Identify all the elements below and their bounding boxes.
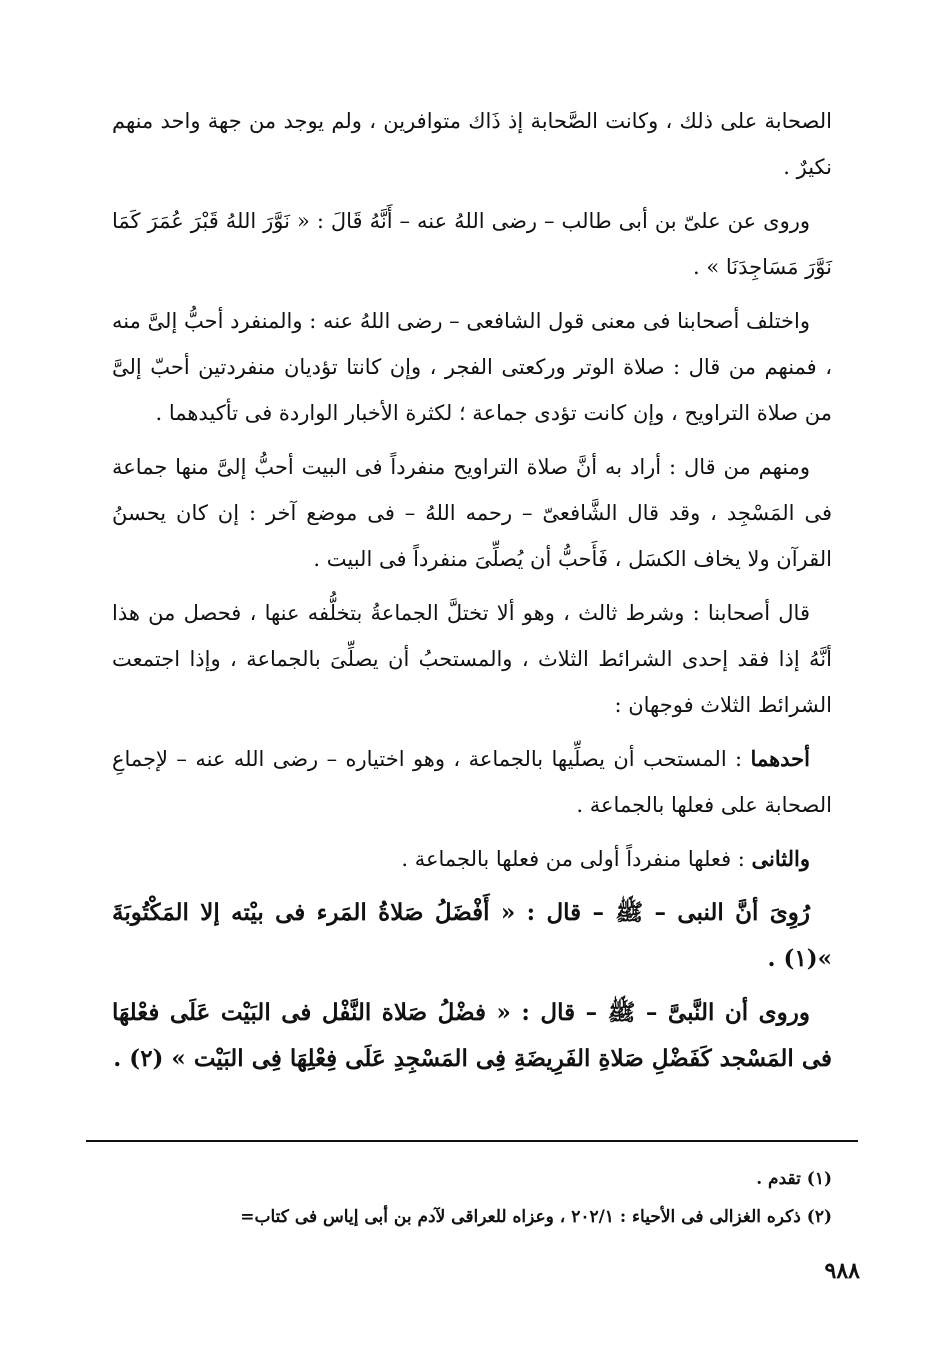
paragraph-text: واختلف أصحابنا فى معنى قول الشافعى – رضى اللهُ عنه : والمنفرد أحبُّ إلىَّ منه ، فمنهم من قال : صلاة الوتر وركعتى الفجر ، وإن كانتا تؤديان منفردتين أحبّ إلىَّ من صلاة التراويح ، وإن كانت تؤدى جماعة ؛ لكثرة الأخبار الواردة فى تأكيدهما .: [112, 309, 832, 425]
paragraph-text: : فعلها منفرداً أولى من فعلها بالجماعة .: [401, 847, 752, 871]
paragraph-3: [112, 298, 832, 436]
footnotes: [112, 1160, 832, 1236]
paragraph-lead: والثانى: [751, 846, 810, 871]
paragraph-6: [112, 736, 832, 828]
paragraph-text: وروى أن النَّبىَّ – ﷺ – قال : « فضْلُ صَلاة النَّفْل فى البَيْت عَلَى فعْلهَا فى المَسْجد كَفَضْلِ صَلاةِ الفَرِيضَةِ فِى المَسْجِدِ عَلَى فِعْلِهَا فِى البَيْت » (٢) .: [112, 999, 832, 1072]
paragraph-1: [112, 98, 832, 190]
paragraph-lead: أحدهما: [750, 746, 810, 771]
paragraph-text: قال أصحابنا : وشرط ثالث ، وهو ألا تختلَّ الجماعةُ بتخلُّفه عنها ، فحصل من هذا أنَّهُ إذا فقد إحدى الشرائط الثلاث ، والمستحبُ أن يصلِّىَ بالجماعة ، وإذا اجتمعت الشرائط الثلاث فوجهان :: [112, 601, 832, 717]
paragraph-2: [112, 198, 832, 290]
footnote-divider: [86, 1140, 858, 1142]
paragraph-text: ومنهم من قال : أراد به أنَّ صلاة التراويح منفرداً فى البيت أحبُّ إلىَّ منها جماعة فى المَسْجِد ، وقد قال الشَّافعىّ – رحمه اللهُ – فى موضع آخر : إن كان يحسنُ القرآن ولا يخاف الكسَل ، فَأَحبُّ أن يُصلِّىَ منفرداً فى البيت .: [112, 455, 832, 571]
paragraph-text: : المستحب أن يصلِّيها بالجماعة ، وهو اختياره – رضى الله عنه – لإجماعِ الصحابة على فعلها بالجماعة .: [112, 747, 832, 817]
hadith-paragraph-2: [112, 990, 832, 1082]
paragraph-text: الصحابة على ذلك ، وكانت الصَّحابة إذ ذَاك متوافرين ، ولم يوجد من جهة واحد منهم نكيرٌ .: [112, 109, 832, 179]
footnote-2: (٢) ذكره الغزالى فى الأحياء : ٢٠٢/١ ، وعزاه للعراقى لآدم بن أبى إياس فى كتاب=: [240, 1207, 832, 1227]
paragraph-text: وروى عن علىّ بن أبى طالب – رضى اللهُ عنه – أَنَّهُ قَالَ : « نَوَّرَ اللهُ قَبْرَ عُمَرَ كَمَا نَوَّرَ مَسَاجِدَنَا » .: [112, 209, 832, 279]
footnote-1: (١) تقدم .: [756, 1169, 832, 1189]
main-text: [112, 98, 832, 1090]
paragraph-4: [112, 444, 832, 582]
paragraph-5: [112, 590, 832, 728]
paragraph-text: رُوِىَ أنَّ النبى – ﷺ – قال : « أَفْضَلُ صَلاةُ المَرء فى بيْته إلا المَكْتُوبَةَ »(١) .: [112, 899, 832, 972]
paragraph-7: [112, 836, 832, 882]
hadith-paragraph-1: [112, 890, 832, 982]
page-number: ٩٨٨: [824, 1258, 860, 1284]
